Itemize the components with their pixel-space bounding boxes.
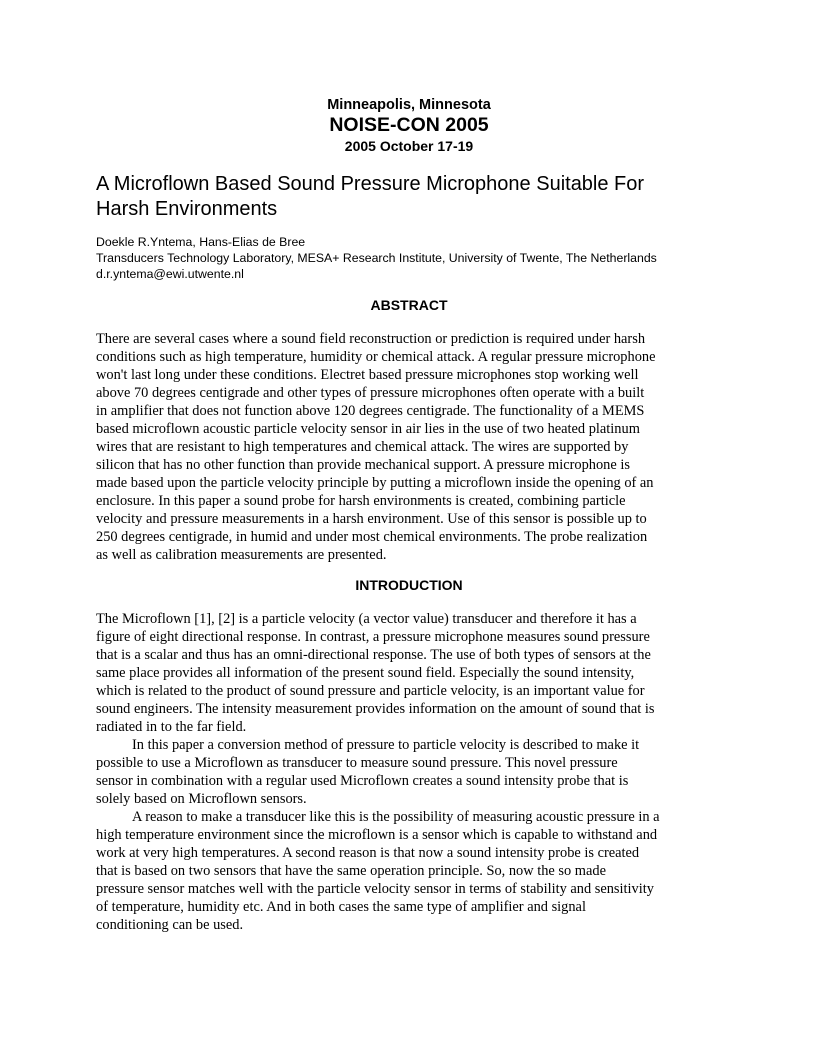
introduction-line: A reason to make a transducer like this is the possibility of measuring acoustic pressure in a [132,809,660,825]
paper-title [96,172,722,222]
abstract-line: conditions such as high temperature, humidity or chemical attack. A regular pressure microphone [96,349,656,365]
introduction-line: that is a scalar and thus has an omni-directional response. The use of both types of sensors at the [96,647,651,663]
introduction-line: sound engineers. The intensity measurement provides information on the amount of sound that is [96,701,655,717]
abstract-line: wires that are resistant to high temperatures and chemical attack. The wires are supported by [96,439,629,455]
introduction-paragraph-3 [96,808,722,934]
introduction-line: conditioning can be used. [96,917,244,933]
abstract-line: in amplifier that does not function above 120 degrees centigrade. The functionality of a MEMS [96,403,645,419]
introduction-heading: INTRODUCTION [355,577,463,593]
introduction-paragraph-2 [96,736,722,808]
introduction-line: possible to use a Microflown as transducer to measure sound pressure. This novel pressure [96,755,618,771]
introduction-line: that is based on two sensors that have the same operation principle. So, now the so made [96,863,606,879]
introduction-line: solely based on Microflown sensors. [96,791,307,807]
paper-title-line: Harsh Environments [96,198,278,220]
conference-header [96,96,722,155]
introduction-line: sensor in combination with a regular used Microflown creates a sound intensity probe that is [96,773,629,789]
introduction-line: In this paper a conversion method of pressure to particle velocity is described to make it [132,737,640,753]
abstract-line: above 70 degrees centigrade and other types of pressure microphones often operate with a built [96,385,645,401]
introduction-line: high temperature environment since the microflown is a sensor which is capable to withstand and [96,827,658,843]
introduction-line: radiated in to the far field. [96,719,247,735]
introduction-line: figure of eight directional response. In contrast, a pressure microphone measures sound pressure [96,629,650,645]
introduction-paragraph-1 [96,610,722,736]
introduction-line: which is related to the product of sound pressure and particle velocity, is an important value for [96,683,645,699]
abstract-line: made based upon the particle velocity principle by putting a microflown inside the opening of an [96,475,654,491]
paper-authors: Doekle R.Yntema, Hans-Elias de Bree [96,235,306,249]
conference-name: NOISE-CON 2005 [329,114,489,136]
abstract-line: won't last long under these conditions. Electret based pressure microphones stop working well [96,367,639,383]
abstract-line: enclosure. In this paper a sound probe for harsh environments is created, combining particle [96,493,626,509]
abstract-line: silicon that has no other function than provide mechanical support. A pressure microphone is [96,457,630,473]
abstract-heading: ABSTRACT [370,297,448,313]
abstract-line: 250 degrees centigrade, in humid and under most chemical environments. The probe realization [96,529,648,545]
paper-affiliation: Transducers Technology Laboratory, MESA+ Research Institute, University of Twente, The Netherlands [96,251,657,265]
paper-title-line: A Microflown Based Sound Pressure Microphone Suitable For [96,173,645,195]
abstract-line: based microflown acoustic particle velocity sensor in air lies in the use of two heated platinum [96,421,640,437]
abstract-line: There are several cases where a sound field reconstruction or prediction is required under harsh [96,331,646,347]
conference-date: 2005 October 17-19 [344,138,474,154]
abstract-line: velocity and pressure measurements in a harsh environment. Use of this sensor is possible up to [96,511,647,527]
introduction-line: same place provides all information of the present sound field. Especially the sound intensity, [96,665,635,681]
conference-city: Minneapolis, Minnesota [327,97,491,113]
abstract-body [96,330,722,564]
introduction-line: work at very high temperatures. A second reason is that now a sound intensity probe is created [96,845,640,861]
introduction-line: pressure sensor matches well with the particle velocity sensor in terms of stability and sensitivity [96,881,654,897]
abstract-line: as well as calibration measurements are presented. [96,547,387,563]
paper-page [96,0,722,934]
introduction-line: of temperature, humidity etc. And in both cases the same type of amplifier and signal [96,899,586,915]
author-email: d.r.yntema@ewi.utwente.nl [96,267,244,281]
introduction-line: The Microflown [1], [2] is a particle velocity (a vector value) transducer and therefore it has a [96,611,637,627]
